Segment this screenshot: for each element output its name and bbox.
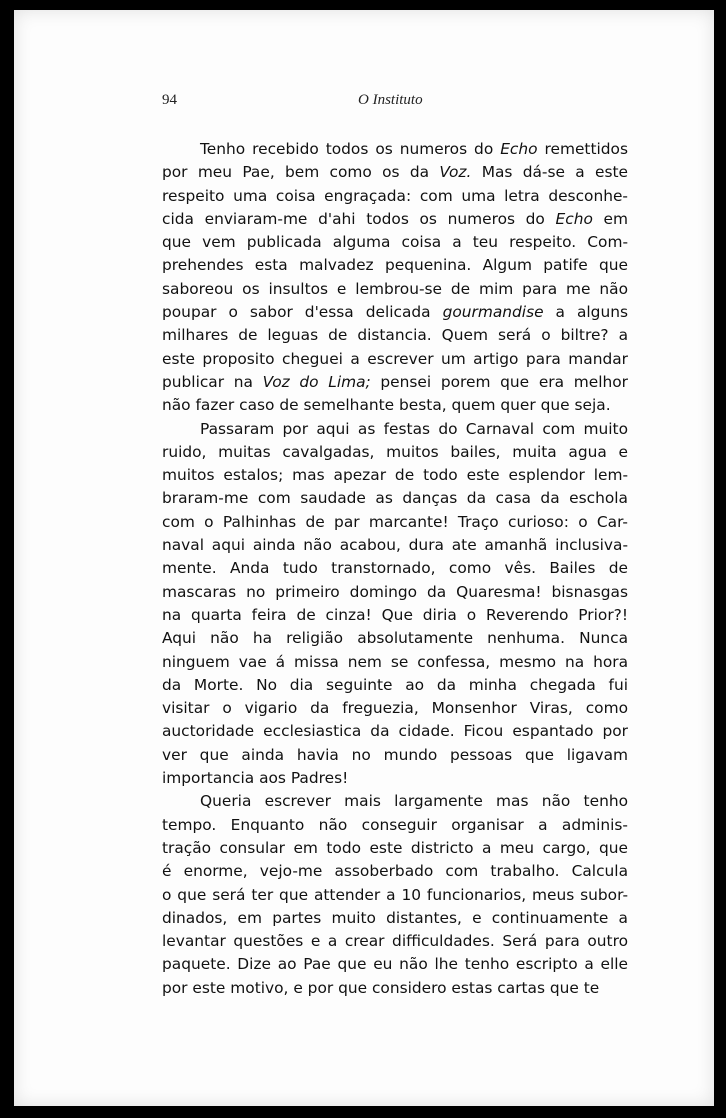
text-run: Queria escrever mais largamente mas não tenho bbox=[200, 792, 628, 811]
text-run: este proposito cheguei a escrever um artigo para mandar bbox=[162, 349, 628, 368]
text-run: naval aqui ainda não acabou, dura ate amanhã inclusiva- bbox=[162, 536, 628, 555]
text-line bbox=[162, 767, 628, 790]
text-line bbox=[162, 441, 628, 464]
page-header bbox=[162, 92, 628, 116]
text-line bbox=[162, 814, 628, 837]
text-run: ninguem vae á missa nem se confessa, mesmo na hora bbox=[162, 652, 628, 671]
text-line bbox=[162, 977, 628, 1000]
text-run: por este motivo, e por que considero estas cartas que te bbox=[162, 978, 600, 997]
text-run: por meu Pae, bem como os da bbox=[162, 163, 440, 182]
text-run: cida enviaram-me d'ahi todos os numeros do bbox=[162, 209, 556, 228]
text-run: é enorme, vejo-me assoberbado com trabalho. Calcula bbox=[162, 862, 628, 881]
italic-run: Echo bbox=[555, 209, 593, 228]
text-run: braram-me com saudade as danças da casa da eschola bbox=[162, 489, 628, 508]
text-line bbox=[162, 557, 628, 580]
text-line bbox=[162, 348, 628, 371]
text-run: Mas dá-se a este bbox=[471, 163, 628, 182]
text-line bbox=[162, 254, 628, 277]
text-run: visitar o vigario da freguezia, Monsenhor Viras, como bbox=[162, 699, 628, 718]
text-line bbox=[162, 790, 628, 813]
text-run: remettidos bbox=[537, 140, 628, 158]
text-run: paquete. Dize ao Pae que eu não lhe tenho escripto a elle bbox=[162, 955, 628, 974]
text-line bbox=[162, 953, 628, 976]
text-line bbox=[162, 581, 628, 604]
text-run: mascaras no primeiro domingo da Quaresma! bisnasgas bbox=[162, 582, 628, 601]
text-line bbox=[162, 371, 628, 394]
text-line bbox=[162, 394, 628, 417]
text-run: prehendes esta malvadez pequenina. Algum patife que bbox=[162, 256, 628, 275]
text-run: da Morte. No dia seguinte ao da minha chegada fui bbox=[162, 675, 628, 694]
text-line bbox=[162, 324, 628, 347]
text-run: auctoridade ecclesiastica da cidade. Ficou espantado por bbox=[162, 722, 628, 741]
text-line bbox=[162, 744, 628, 767]
text-run: publicar na bbox=[162, 372, 263, 391]
text-run: Aqui não ha religião absolutamente nenhuma. Nunca bbox=[162, 629, 628, 648]
text-line bbox=[162, 930, 628, 953]
text-run: na quarta feira de cinza! Que diria o Reverendo Prior?! bbox=[162, 605, 628, 624]
text-line bbox=[162, 301, 628, 324]
paragraph bbox=[162, 138, 628, 418]
text-line bbox=[162, 627, 628, 650]
text-line bbox=[162, 231, 628, 254]
text-line bbox=[162, 884, 628, 907]
text-run: muitos estalos; mas apezar de todo este esplendor lem- bbox=[162, 466, 628, 485]
text-run: respeito uma coisa engraçada: com uma letra desconhe- bbox=[162, 186, 628, 205]
text-line bbox=[162, 720, 628, 743]
text-run: com o Palhinhas de par marcante! Traço curioso: o Car- bbox=[162, 512, 628, 531]
text-run: importancia aos Padres! bbox=[162, 769, 349, 788]
italic-run: Voz. bbox=[439, 163, 472, 182]
body-text bbox=[162, 138, 628, 1000]
text-line bbox=[162, 860, 628, 883]
text-run: não fazer caso de semelhante besta, quem quer que seja. bbox=[162, 396, 611, 415]
text-line bbox=[162, 697, 628, 720]
text-line bbox=[162, 674, 628, 697]
text-run: Tenho recebido todos os numeros do bbox=[200, 140, 501, 158]
text-line bbox=[162, 837, 628, 860]
text-run: levantar questões e a crear difficuldades. Será para outro bbox=[162, 932, 628, 951]
text-line bbox=[162, 487, 628, 510]
paragraph bbox=[162, 790, 628, 1000]
text-line bbox=[162, 138, 628, 161]
text-line bbox=[162, 161, 628, 184]
text-run: saboreou os insultos e lembrou-se de mim para me não bbox=[162, 279, 628, 298]
text-run: ver que ainda havia no mundo pessoas que ligavam bbox=[162, 745, 628, 764]
text-line bbox=[162, 464, 628, 487]
text-line bbox=[162, 185, 628, 208]
text-run: dinados, em partes muito distantes, e continuamente a bbox=[162, 908, 628, 927]
text-run: mente. Anda tudo transtornado, como vês. Bailes de bbox=[162, 559, 628, 578]
text-run: tempo. Enquanto não conseguir organisar a adminis- bbox=[162, 815, 628, 834]
text-line bbox=[162, 208, 628, 231]
text-run: pensei porem que era melhor bbox=[370, 372, 628, 391]
text-run: poupar o sabor d'essa delicada bbox=[162, 303, 443, 322]
text-line bbox=[162, 907, 628, 930]
text-line bbox=[162, 511, 628, 534]
text-line bbox=[162, 604, 628, 627]
text-run: o que será ter que attender a 10 funcionarios, meus subor- bbox=[162, 885, 628, 904]
running-title: O Instituto bbox=[358, 92, 423, 108]
text-line bbox=[162, 278, 628, 301]
text-run: milhares de leguas de distancia. Quem será o biltre? a bbox=[162, 326, 628, 345]
text-run: tração consular em todo este districto a meu cargo, que bbox=[162, 838, 628, 857]
text-line bbox=[162, 534, 628, 557]
text-run: em bbox=[592, 209, 628, 228]
paragraph bbox=[162, 418, 628, 791]
text-run: que vem publicada alguma coisa a teu respeito. Com- bbox=[162, 233, 628, 252]
text-line bbox=[162, 651, 628, 674]
page-number: 94 bbox=[162, 92, 177, 108]
italic-run: Voz do Lima; bbox=[262, 372, 371, 391]
italic-run: Echo bbox=[500, 140, 538, 158]
text-run: Passaram por aqui as festas do Carnaval com muito bbox=[200, 419, 628, 438]
italic-run: gourmandise bbox=[442, 303, 544, 322]
text-run: a alguns bbox=[543, 303, 628, 322]
text-run: ruido, muitas cavalgadas, muitos bailes, muita agua e bbox=[162, 442, 628, 461]
text-line bbox=[162, 418, 628, 441]
